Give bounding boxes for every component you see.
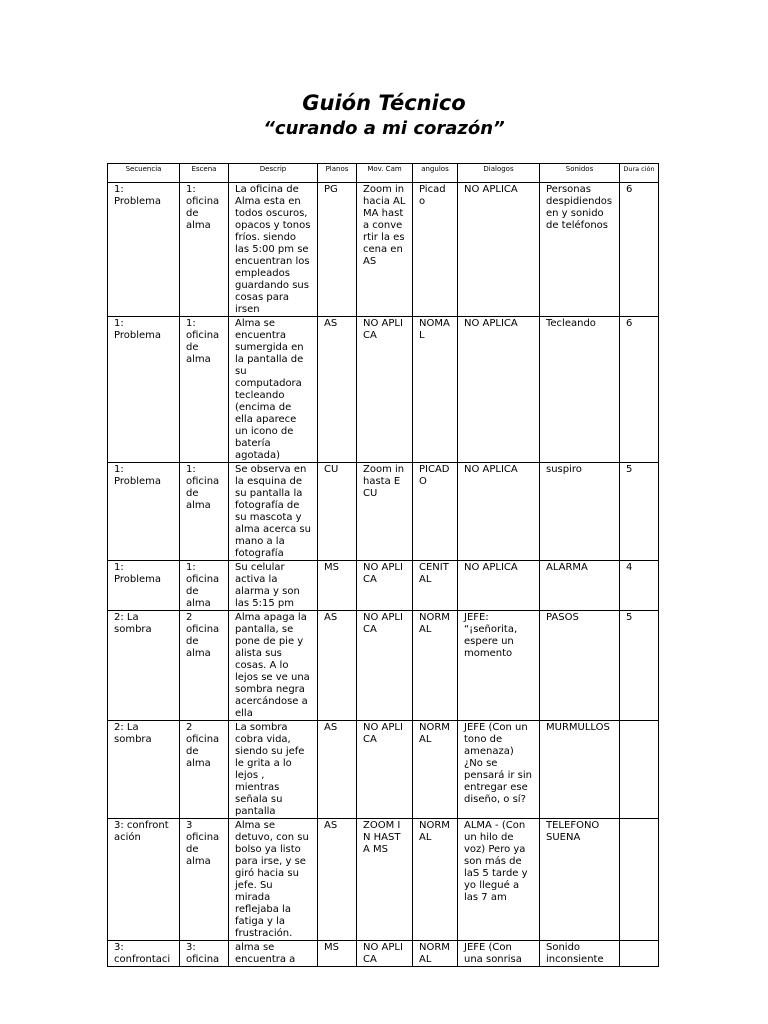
table-row bbox=[108, 317, 659, 463]
header-descrip: Descrip bbox=[229, 164, 318, 183]
cell-escena: 1: oficina de alma bbox=[180, 183, 229, 317]
cell-descrip: Alma se encuentra sumergida en la pantalla de su computadora tecleando (encima de ella aparece un icono de batería agotada) bbox=[229, 317, 318, 463]
cell-sonidos: MURMULLOS bbox=[540, 721, 620, 819]
cell-planos: PG bbox=[318, 183, 357, 317]
cell-sonidos: Tecleando bbox=[540, 317, 620, 463]
cell-descrip: La sombra cobra vida, siendo su jefe le grita a lo lejos , mientras señala su pantalla bbox=[229, 721, 318, 819]
cell-mov-cam: ZOOM IN HASTA MS bbox=[357, 819, 413, 941]
cell-planos: AS bbox=[318, 721, 357, 819]
cell-duracion: 6 bbox=[620, 183, 659, 317]
cell-angulos: Picado bbox=[413, 183, 458, 317]
cell-sonidos: ALARMA bbox=[540, 561, 620, 611]
header-secuencia: Secuencia bbox=[108, 164, 180, 183]
cell-angulos: NORMAL bbox=[413, 611, 458, 721]
cell-dialogos: NO APLICA bbox=[458, 463, 540, 561]
cell-mov-cam: Zoom in hasta ECU bbox=[357, 463, 413, 561]
cell-dialogos: JEFE (Con una sonrisa bbox=[458, 941, 540, 967]
cell-escena: 3: oficina bbox=[180, 941, 229, 967]
cell-secuencia: 1: Problema bbox=[108, 463, 180, 561]
cell-escena: 2 oficina de alma bbox=[180, 611, 229, 721]
cell-planos: MS bbox=[318, 561, 357, 611]
cell-sonidos: suspiro bbox=[540, 463, 620, 561]
cell-planos: AS bbox=[318, 611, 357, 721]
cell-secuencia: 1: Problema bbox=[108, 317, 180, 463]
cell-escena: 2 oficina de alma bbox=[180, 721, 229, 819]
cell-mov-cam: NO APLICA bbox=[357, 611, 413, 721]
cell-duracion: 4 bbox=[620, 561, 659, 611]
cell-secuencia: 3: confrontaci bbox=[108, 941, 180, 967]
cell-dialogos: ALMA - (Con un hilo de voz) Pero ya son más de laS 5 tarde y yo llegué a las 7 am bbox=[458, 819, 540, 941]
cell-planos: MS bbox=[318, 941, 357, 967]
cell-sonidos: Sonido inconsiente bbox=[540, 941, 620, 967]
cell-dialogos: NO APLICA bbox=[458, 561, 540, 611]
table-row bbox=[108, 561, 659, 611]
cell-mov-cam: NO APLICA bbox=[357, 721, 413, 819]
cell-angulos: PICADO bbox=[413, 463, 458, 561]
table-row bbox=[108, 819, 659, 941]
cell-escena: 1: oficina de alma bbox=[180, 561, 229, 611]
cell-duracion bbox=[620, 721, 659, 819]
cell-descrip: Alma se detuvo, con su bolso ya listo para irse, y se giró hacia su jefe. Su mirada reflejaba la fatiga y la frustración. bbox=[229, 819, 318, 941]
cell-sonidos: TELEFONO SUENA bbox=[540, 819, 620, 941]
table-row bbox=[108, 941, 659, 967]
cell-descrip: alma se encuentra a bbox=[229, 941, 318, 967]
header-escena: Escena bbox=[180, 164, 229, 183]
cell-planos: AS bbox=[318, 317, 357, 463]
header-duracion: Dura ción bbox=[620, 164, 659, 183]
table-row bbox=[108, 611, 659, 721]
cell-angulos: NORMAL bbox=[413, 941, 458, 967]
cell-dialogos: NO APLICA bbox=[458, 183, 540, 317]
document-title: Guión Técnico bbox=[302, 91, 466, 115]
cell-dialogos: NO APLICA bbox=[458, 317, 540, 463]
cell-duracion: 6 bbox=[620, 317, 659, 463]
cell-secuencia: 2: La sombra bbox=[108, 611, 180, 721]
script-table bbox=[107, 163, 659, 967]
header-dialogos: Dialogos bbox=[458, 164, 540, 183]
cell-escena: 3 oficina de alma bbox=[180, 819, 229, 941]
cell-escena: 1: oficina de alma bbox=[180, 317, 229, 463]
cell-mov-cam: NO APLICA bbox=[357, 941, 413, 967]
header-angulos: angulos bbox=[413, 164, 458, 183]
cell-duracion: 5 bbox=[620, 611, 659, 721]
table-row bbox=[108, 463, 659, 561]
header-planos: Planos bbox=[318, 164, 357, 183]
table-header-row bbox=[108, 164, 659, 183]
document-subtitle: “curando a mi corazón” bbox=[263, 118, 505, 139]
table-row bbox=[108, 183, 659, 317]
cell-mov-cam: Zoom in hacia ALMA hasta convertir la escena en AS bbox=[357, 183, 413, 317]
cell-secuencia: 1: Problema bbox=[108, 183, 180, 317]
cell-duracion: 5 bbox=[620, 463, 659, 561]
cell-escena: 1: oficina de alma bbox=[180, 463, 229, 561]
cell-planos: AS bbox=[318, 819, 357, 941]
cell-descrip: Su celular activa la alarma y son las 5:15 pm bbox=[229, 561, 318, 611]
cell-angulos: NORMAL bbox=[413, 819, 458, 941]
cell-angulos: CENITAL bbox=[413, 561, 458, 611]
cell-mov-cam: NO APLICA bbox=[357, 317, 413, 463]
cell-duracion bbox=[620, 819, 659, 941]
cell-dialogos: JEFE: “¡señorita, espere un momento bbox=[458, 611, 540, 721]
cell-descrip: Se observa en la esquina de su pantalla la fotografía de su mascota y alma acerca su mano a la fotografía bbox=[229, 463, 318, 561]
table-row bbox=[108, 721, 659, 819]
cell-secuencia: 1: Problema bbox=[108, 561, 180, 611]
cell-secuencia: 2: La sombra bbox=[108, 721, 180, 819]
header-mov-cam: Mov. Cam bbox=[357, 164, 413, 183]
cell-secuencia: 3: confrontación bbox=[108, 819, 180, 941]
cell-angulos: NORMAL bbox=[413, 721, 458, 819]
cell-descrip: La oficina de Alma esta en todos oscuros, opacos y tonos fríos. siendo las 5:00 pm se encuentran los empleados guardando sus cosas para irsen bbox=[229, 183, 318, 317]
header-sonidos: Sonidos bbox=[540, 164, 620, 183]
cell-angulos: NOMAL bbox=[413, 317, 458, 463]
cell-dialogos: JEFE (Con un tono de amenaza) ¿No se pensará ir sin entregar ese diseño, o sí? bbox=[458, 721, 540, 819]
cell-descrip: Alma apaga la pantalla, se pone de pie y alista sus cosas. A lo lejos se ve una sombra negra acercándose a ella bbox=[229, 611, 318, 721]
cell-sonidos: PASOS bbox=[540, 611, 620, 721]
cell-mov-cam: NO APLICA bbox=[357, 561, 413, 611]
cell-planos: CU bbox=[318, 463, 357, 561]
cell-duracion bbox=[620, 941, 659, 967]
cell-sonidos: Personas despidiendos en y sonido de teléfonos bbox=[540, 183, 620, 317]
